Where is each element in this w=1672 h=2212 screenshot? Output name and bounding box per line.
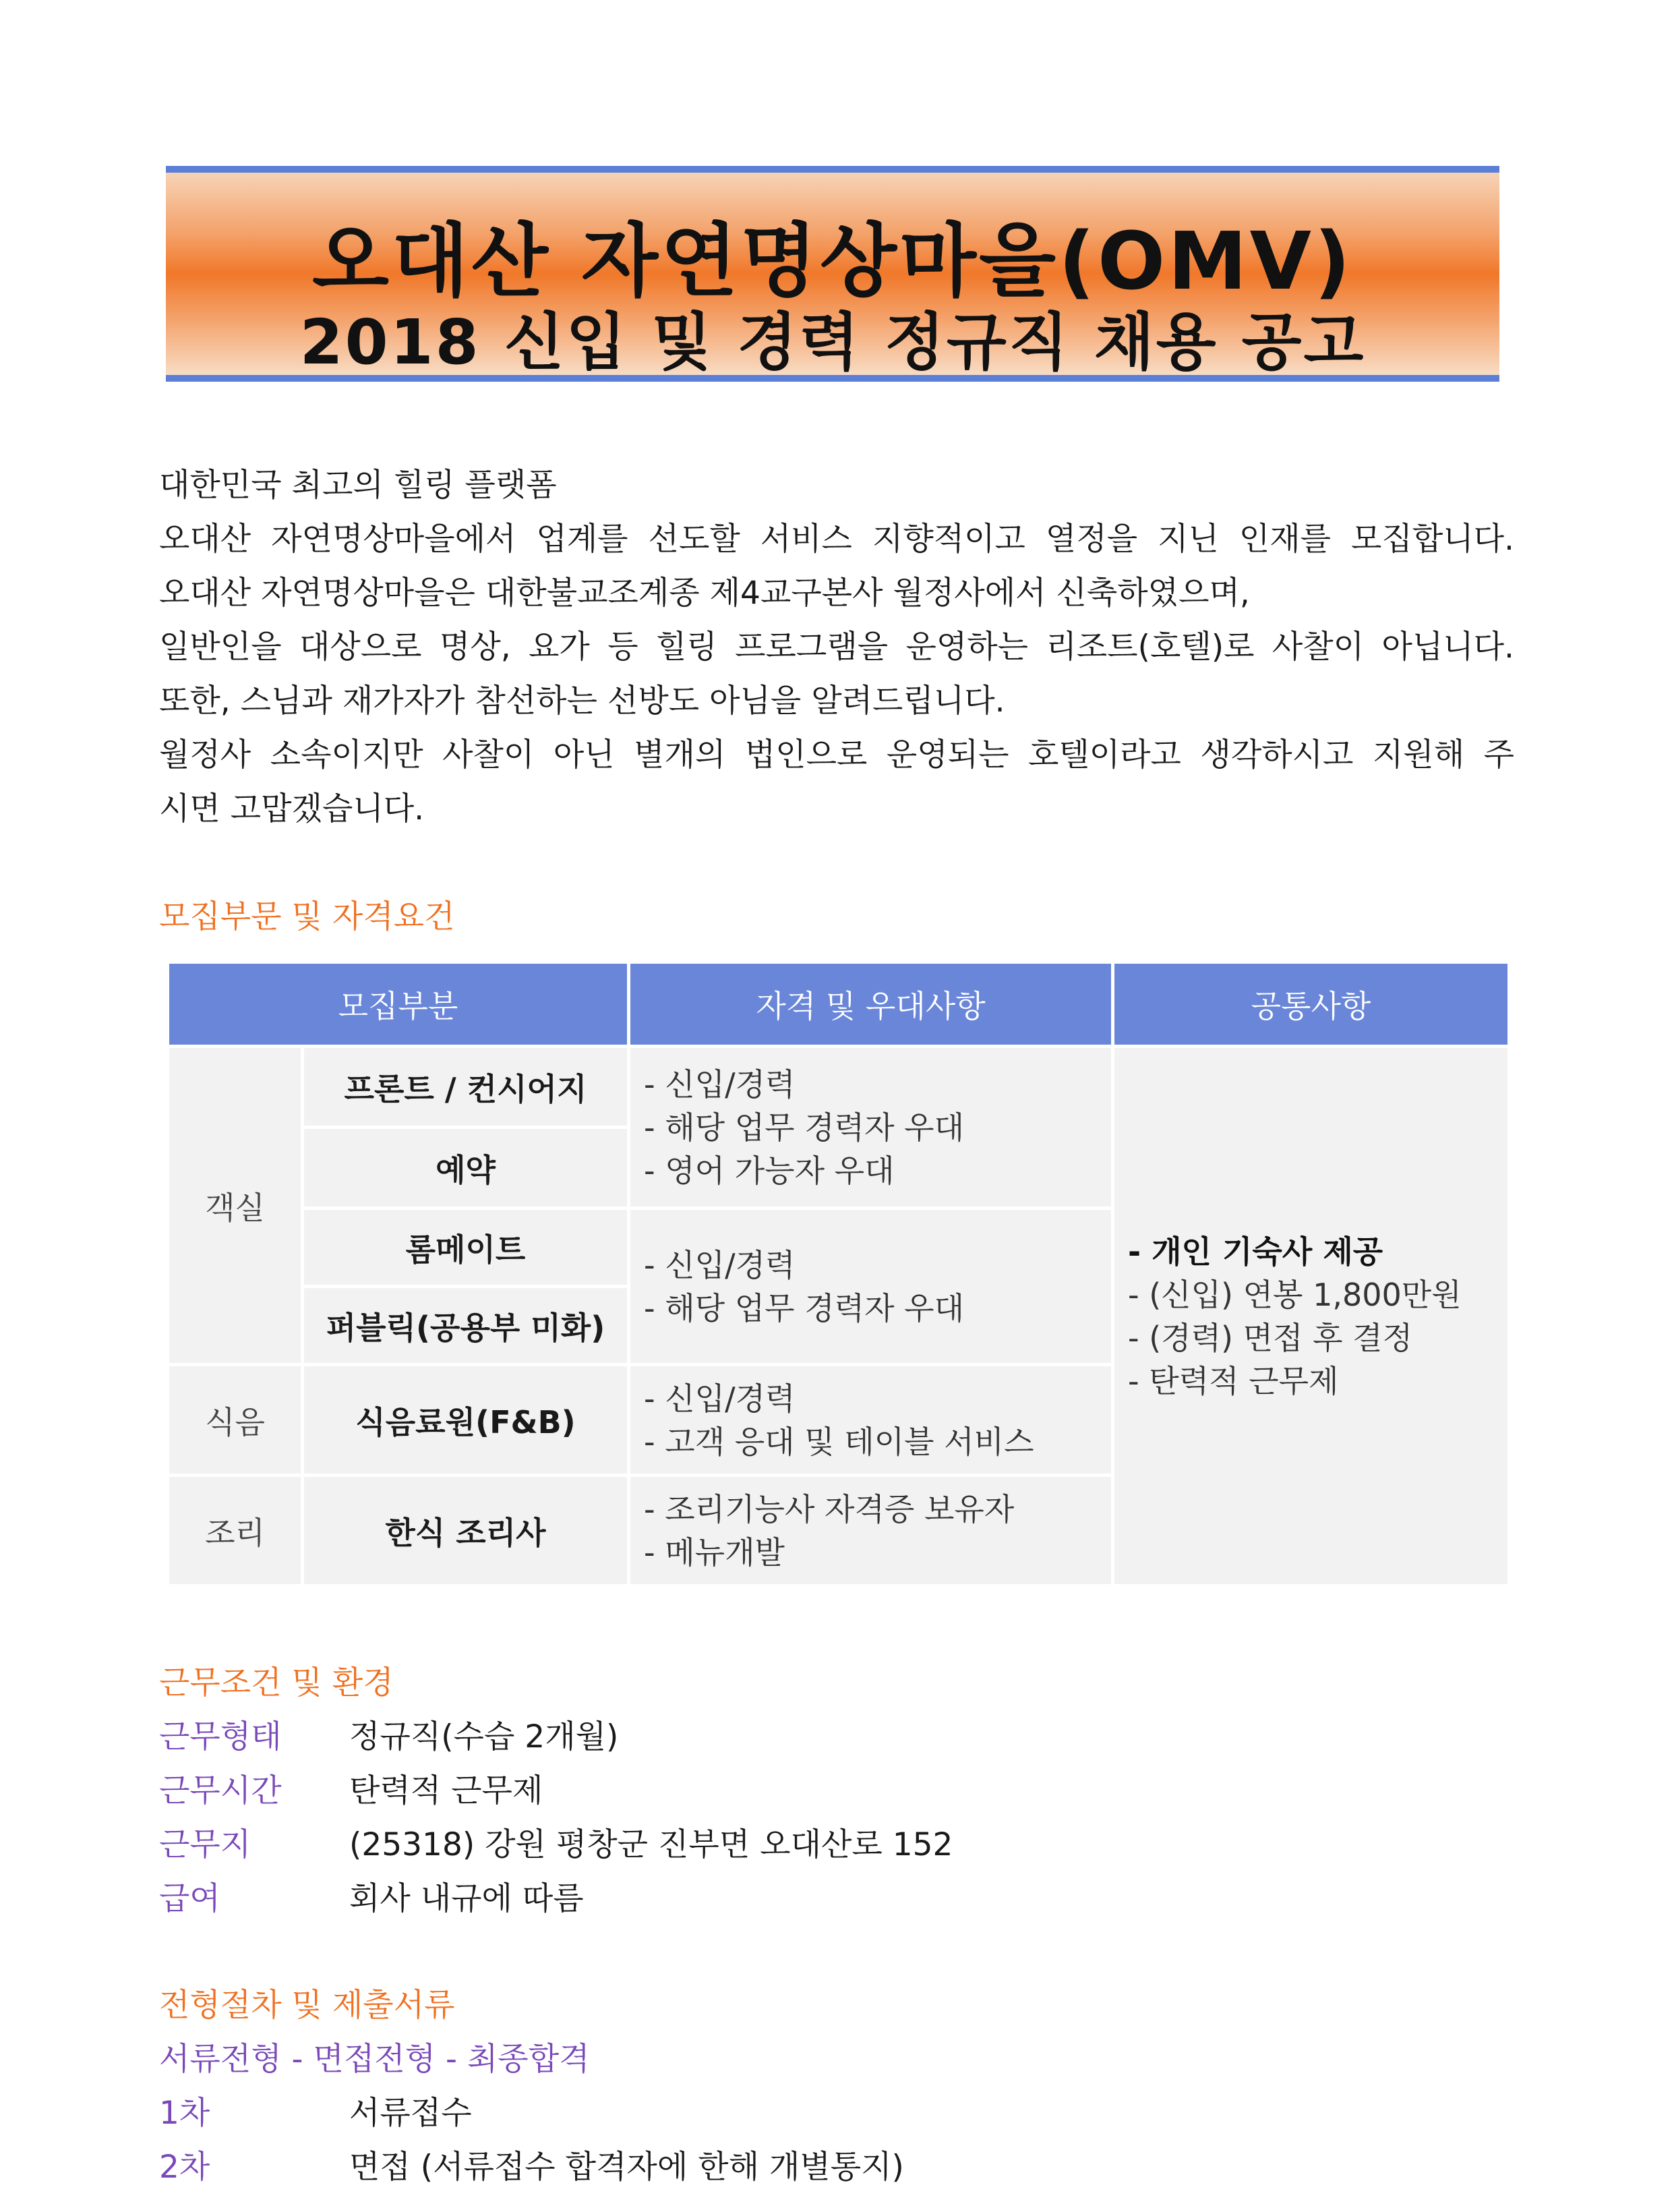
position-reserve: 예약 — [303, 1128, 629, 1209]
table-row — [168, 1047, 1510, 1128]
condition-row — [159, 1766, 543, 1811]
common-item: - 탄력적 근무제 — [1128, 1362, 1339, 1399]
qual-item: - 메뉴개발 — [644, 1534, 785, 1571]
intro-line: 오대산 자연명상마을은 대한불교조계종 제4교구본사 월정사에서 신축하였으며, — [159, 575, 1250, 612]
qual-item: - 신입/경력 — [644, 1066, 796, 1103]
banner-subtitle: 2018 신입 및 경력 정규직 채용 공고 — [299, 306, 1366, 378]
header-qualification: 자격 및 우대사항 — [629, 962, 1113, 1047]
position-roommate: 롬메이트 — [303, 1209, 629, 1287]
condition-value: 회사 내규에 따름 — [349, 1880, 584, 1917]
process-flow: 서류전형 - 면접전형 - 최종합격 — [159, 2041, 590, 2078]
intro-line: 월정사 소속이지만 사찰이 아닌 별개의 법인으로 운영되는 호텔이라고 생각하시고 지원해 주 — [159, 736, 1514, 774]
intro-line: 오대산 자연명상마을에서 업계를 선도할 서비스 지향적이고 열정을 지닌 인재를 모집합니다. — [159, 521, 1514, 558]
category-cook: 조리 — [168, 1476, 303, 1586]
process-row — [159, 2142, 904, 2187]
banner-title: 오대산 자연명상마을(OMV) — [312, 214, 1353, 308]
section-heading-conditions: 근무조건 및 환경 — [159, 1664, 394, 1701]
qual-room-1 — [629, 1047, 1113, 1209]
qual-item: - 신입/경력 — [644, 1380, 796, 1417]
header-position: 모집부분 — [168, 962, 629, 1047]
common-item: - (신입) 연봉 1,800만원 — [1128, 1276, 1462, 1313]
condition-row — [159, 1820, 953, 1865]
qual-room-2 — [629, 1209, 1113, 1365]
header-common: 공통사항 — [1113, 962, 1510, 1047]
qual-item: - 해당 업무 경력자 우대 — [644, 1109, 965, 1146]
intro-line: 일반인을 대상으로 명상, 요가 등 힐링 프로그램을 운영하는 리조트(호텔)로 사찰이 아닙니다. — [159, 629, 1514, 666]
section-heading-process: 전형절차 및 제출서류 — [159, 1987, 455, 2024]
position-fnb: 식음료원(F&B) — [303, 1365, 629, 1476]
qual-item: - 신입/경력 — [644, 1246, 796, 1283]
qual-chef — [629, 1476, 1113, 1586]
process-key: 2차 — [159, 2149, 210, 2186]
process-value: 서류접수 — [349, 2095, 472, 2132]
qual-item: - 조리기능사 자격증 보유자 — [644, 1490, 1015, 1527]
condition-row — [159, 1873, 584, 1919]
condition-key: 근무시간 — [159, 1772, 282, 1809]
common-conditions — [1113, 1047, 1510, 1586]
qual-item: - 영어 가능자 우대 — [644, 1152, 895, 1189]
section-heading-recruit: 모집부문 및 자격요건 — [159, 898, 455, 935]
intro-line: 시면 고맙겠습니다. — [159, 790, 425, 827]
recruit-table — [166, 960, 1511, 1588]
common-item: - (경력) 면접 후 결정 — [1128, 1319, 1413, 1356]
process-value: 면접 (서류접수 합격자에 한해 개별통지) — [349, 2149, 904, 2186]
intro-text — [159, 459, 1514, 836]
intro-line: 또한, 스님과 재가자가 참선하는 선방도 아님을 알려드립니다. — [159, 682, 1005, 720]
qual-item: - 고객 응대 및 테이블 서비스 — [644, 1423, 1034, 1460]
process-row — [159, 2088, 472, 2133]
position-public: 퍼블릭(공용부 미화) — [303, 1287, 629, 1365]
category-room: 객실 — [168, 1047, 303, 1365]
condition-value: 탄력적 근무제 — [349, 1772, 543, 1809]
title-banner — [166, 166, 1499, 382]
process-key: 1차 — [159, 2095, 210, 2132]
qual-item: - 해당 업무 경력자 우대 — [644, 1289, 965, 1327]
condition-value: 정규직(수습 2개월) — [349, 1718, 619, 1755]
condition-value: (25318) 강원 평창군 진부면 오대산로 152 — [349, 1826, 953, 1863]
condition-key: 급여 — [159, 1880, 220, 1917]
condition-row — [159, 1712, 618, 1757]
qual-fnb — [629, 1365, 1113, 1476]
table-header-row — [168, 962, 1510, 1047]
common-item-dorm: - 개인 기숙사 제공 — [1128, 1233, 1383, 1270]
category-food: 식음 — [168, 1365, 303, 1476]
condition-key: 근무형태 — [159, 1718, 282, 1755]
position-front: 프론트 / 컨시어지 — [303, 1047, 629, 1128]
position-chef: 한식 조리사 — [303, 1476, 629, 1586]
condition-key: 근무지 — [159, 1826, 251, 1863]
intro-line: 대한민국 최고의 힐링 플랫폼 — [159, 467, 557, 504]
